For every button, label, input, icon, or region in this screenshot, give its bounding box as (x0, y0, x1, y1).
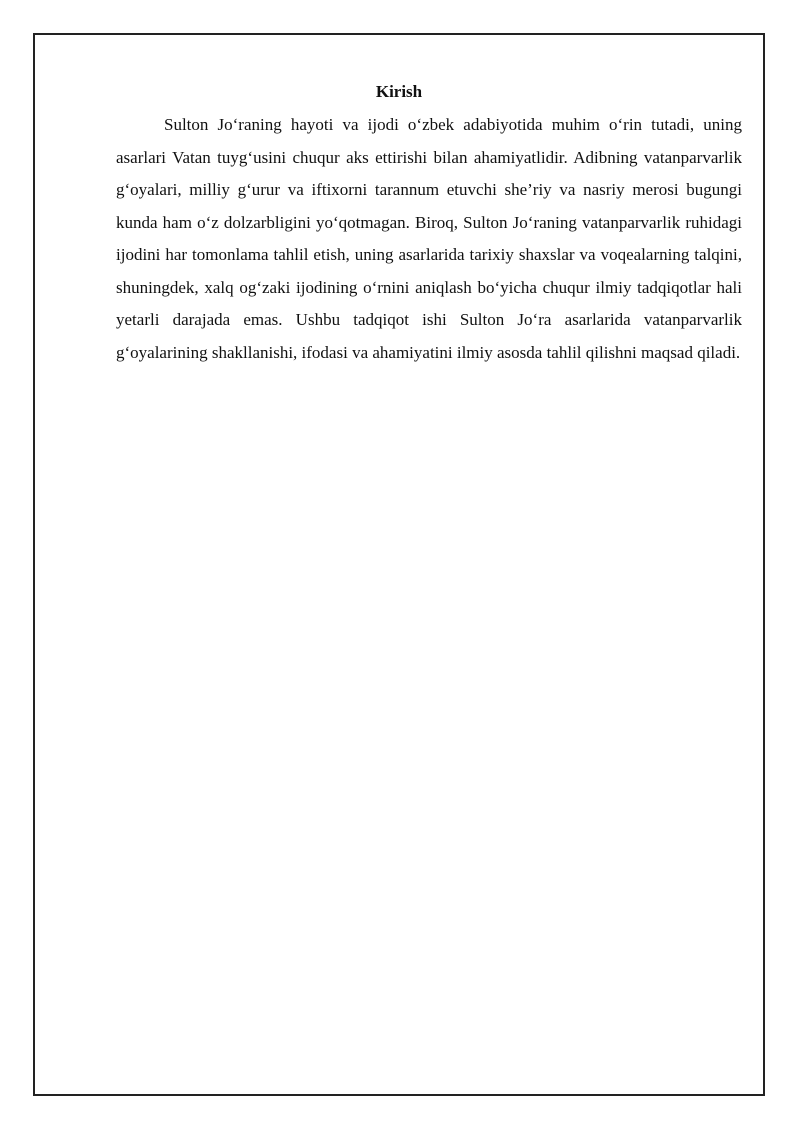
section-heading: Kirish (375, 82, 423, 101)
body-paragraph: Sulton Jo‘raning hayoti va ijodi o‘zbek adabiyotida muhim o‘rin tutadi, uning asarlari Vatan tuyg‘usini chuqur aks ettirishi bilan ahamiyatlidir. Adibning vatanparvarlik g‘oyalari, milliy g‘urur va iftixorni tarannum etuvchi she’riy va nasriy merosi bugungi kunda ham o‘z dolzarbligini yo‘qotmagan. Biroq, Sulton Jo‘raning vatanparvarlik ruhidagi ijodini har tomonlama tahlil etish, uning asarlarida tarixiy shaxslar va voqealarning talqini, shuningdek, xalq og‘zaki ijodining o‘rnini aniqlash bo‘yicha chuqur ilmiy tadqiqotlar hali yetarli darajada emas. Ushbu tadqiqot ishi Sulton Jo‘ra asarlarida vatanparvarlik g‘oyalarining shakllanishi, ifodasi va ahamiyatini ilmiy asosda tahlil qilishni maqsad qiladi. (116, 115, 742, 362)
page-border (33, 33, 765, 1096)
